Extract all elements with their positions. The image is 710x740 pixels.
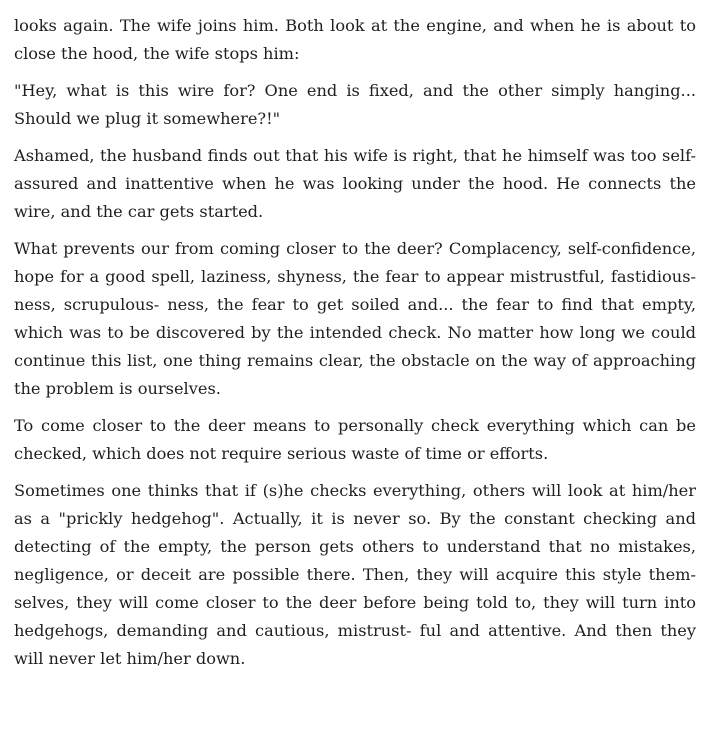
paragraph-4: What prevents our from coming closer to the deer? Complacency, self-confidence, hope for a good spell, laziness, shyness, the fear to appear mistrustful, fastidious-ness, scrupulous- ness, the fear to get soiled and... the fear to find that empty, which was to be discovered by the intended check. No matter how long we could continue this list, one thing remains clear, the obstacle on the way of approaching the problem is ourselves.: [14, 239, 696, 398]
paragraph-1: looks again. The wife joins him. Both look at the engine, and when he is about to close the hood, the wife stops him:: [14, 16, 696, 63]
paragraph-5: To come closer to the deer means to personally check everything which can be checked, which does not require serious waste of time or efforts.: [14, 416, 696, 463]
paragraph-6: Sometimes one thinks that if (s)he checks everything, others will look at him/her as a "prickly hedgehog". Actually, it is never so. By the constant checking and detecting of the empty, the person gets others to understand that no mistakes, negligence, or deceit are possible there. Then, they will acquire this style them-selves, they will come closer to the deer before being told to, they will turn into hedgehogs, demanding and cautious, mistrust- ful and attentive. And then they will never let him/her down.: [14, 481, 696, 668]
paragraph-3: Ashamed, the husband finds out that his wife is right, that he himself was too self-assured and inattentive when he was looking under the hood. He connects the wire, and the car gets started.: [14, 146, 696, 221]
paragraph-2: "Hey, what is this wire for? One end is fixed, and the other simply hanging... Should we plug it somewhere?!": [14, 81, 696, 128]
